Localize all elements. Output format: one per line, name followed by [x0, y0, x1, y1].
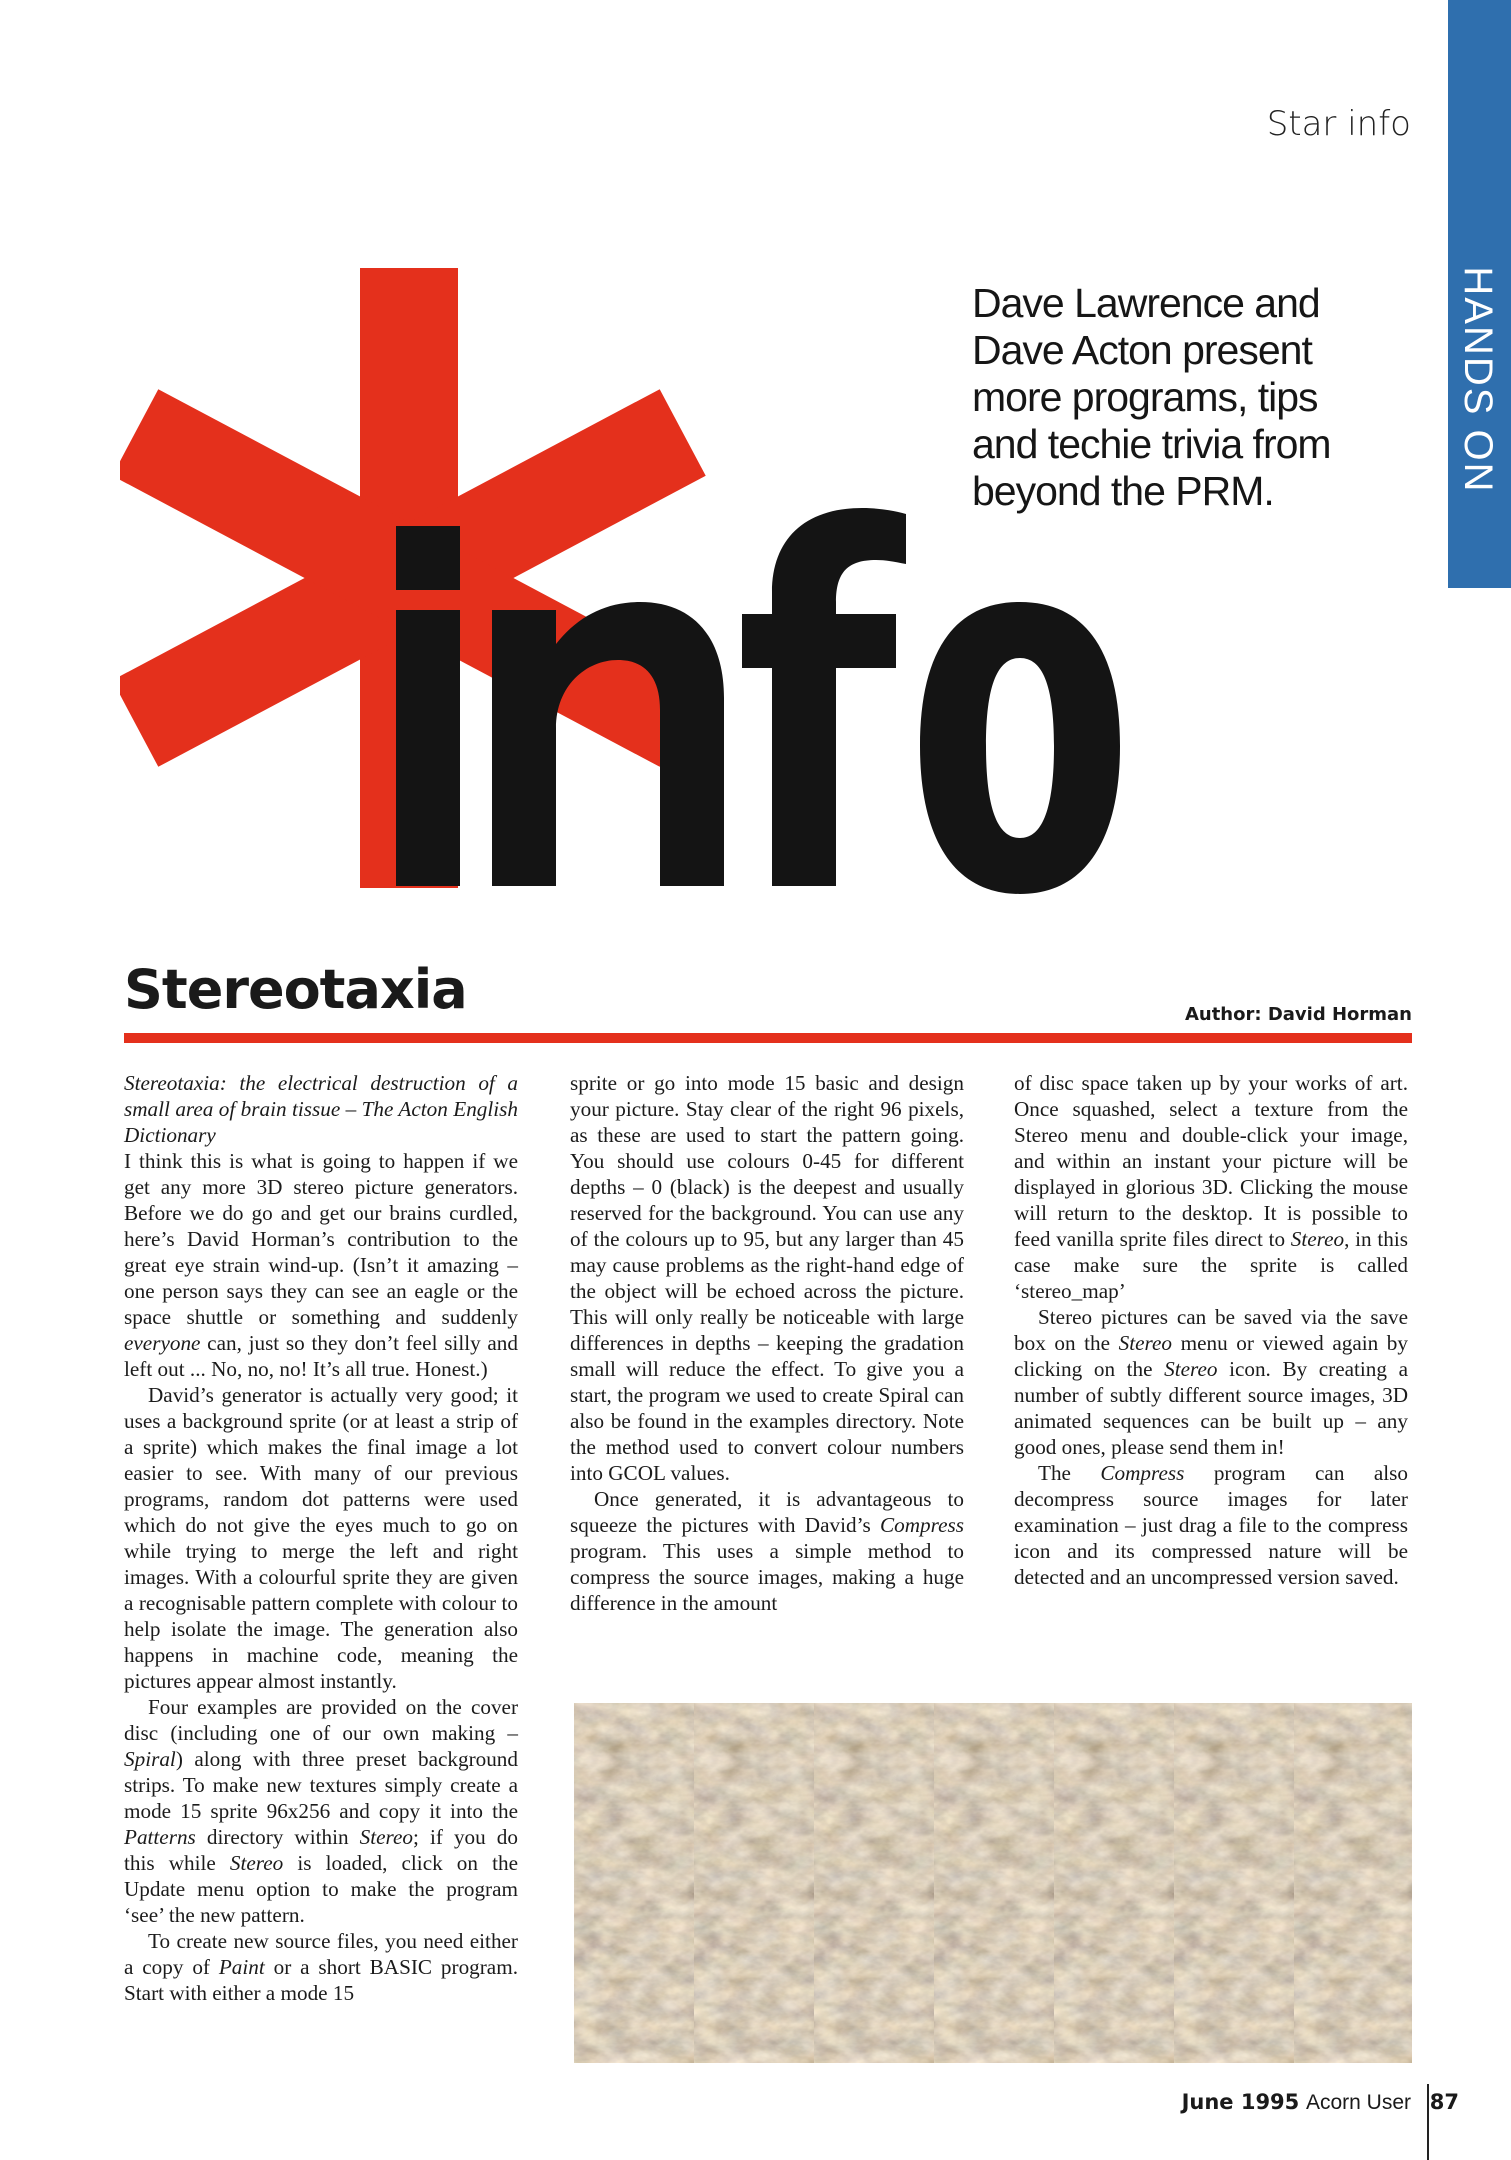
footer-divider [1427, 2084, 1429, 2160]
article-column-2 [570, 1070, 964, 1616]
page-number: 87 [1429, 2090, 1459, 2114]
paragraph: of disc space taken up by your works of art. Once squashed, select a texture from the Stereo menu and double-click your image, and within an instant your picture will be displayed in glorious 3D. Clicking the mouse will return to the desktop. It is possible to feed vanilla sprite files direct to Stereo, in this case make sure the sprite is called ‘stereo_map’ [1014, 1071, 1409, 1303]
footer-date: June 1995 [1181, 2090, 1300, 2114]
paragraph: I think this is what is going to happen if we get any more 3D stereo picture generators. Before we do go and get our brains curdled, here’s David Horman’s contribution to the great eye strain wind-up. (Isn’t it amazing – one person says they can see an eagle or the space shuttle or something and suddenly everyone can, just so they don’t feel silly and left out ... No, no, no! It’s all true. Honest.) [124, 1149, 518, 1381]
intro-standfirst: Dave Lawrence and Dave Acton present more programs, tips and techie trivia from beyond the PRM. [972, 280, 1331, 514]
info-logo [120, 258, 1120, 898]
paragraph: Four examples are provided on the cover disc (including one of our own making – Spiral) along with three preset background strips. To make new textures simply create a mode 15 sprite 96x256 and copy it into the Patterns directory within Stereo; if you do this while Stereo is loaded, click on the Update menu option to make the program ‘see’ the new pattern. [124, 1695, 518, 1927]
footer [1182, 2090, 1411, 2115]
side-tab [1448, 0, 1511, 588]
paragraph: To create new source files, you need either a copy of Paint or a short BASIC program. Start with either a mode 15 [124, 1929, 518, 2005]
headline: Stereotaxia [124, 958, 467, 1021]
paragraph: sprite or go into mode 15 basic and design your picture. Stay clear of the right 96 pixels, as these are used to start the pattern going. You should use colours 0-45 for different depths – 0 (black) is the deepest and usually reserved for the background. You can use any of the colours up to 95, but any larger than 45 may cause problems as the right-hand edge of the object will be echoed across the picture. This will only really be noticeable with large differences in depths – keeping the gradation small will reduce the effect. To give you a start, the program we used to create Spiral can also be found in the examples directory. Note the method used to convert colour numbers into GCOL values. [570, 1071, 964, 1485]
article-column-3 [1014, 1070, 1408, 1590]
paragraph: Stereo pictures can be saved via the save box on the Stereo menu or viewed again by clicking on the Stereo icon. By creating a number of subtly different source images, 3D animated sequences can be built up – any good ones, please send them in! [1014, 1305, 1408, 1459]
stereogram-image [574, 1703, 1412, 2063]
footer-magazine: Acorn User [1305, 2091, 1411, 2114]
article-column-1 [124, 1070, 518, 2006]
headline-rule [124, 1033, 1412, 1043]
paragraph: The Compress program can also decompress source images for later examination – just drag a file to the compress icon and its compressed nature will be detected and an uncompressed version saved. [1014, 1461, 1408, 1589]
lede: Stereotaxia: the electrical destruction of a small area of brain tissue – The Acton English Dictionary [124, 1071, 518, 1147]
side-tab-label: HANDS ON [1456, 266, 1500, 494]
section-label: Star info [1266, 104, 1411, 144]
paragraph: Once generated, it is advantageous to squeeze the pictures with David’s Compress program. This uses a simple method to compress the source images, making a huge difference in the amount [570, 1487, 964, 1615]
paragraph: David’s generator is actually very good; it uses a background sprite (or at least a strip of a sprite) which makes the final image a lot easier to see. With many of our previous programs, random dot patterns were used which do not give the eyes much to go on while trying to merge the left and right images. With a colourful sprite they are given a recognisable pattern complete with colour to help isolate the image. The generation also happens in machine code, meaning the pictures appear almost instantly. [124, 1383, 518, 1693]
author-credit: Author: David Horman [1184, 1004, 1412, 1025]
